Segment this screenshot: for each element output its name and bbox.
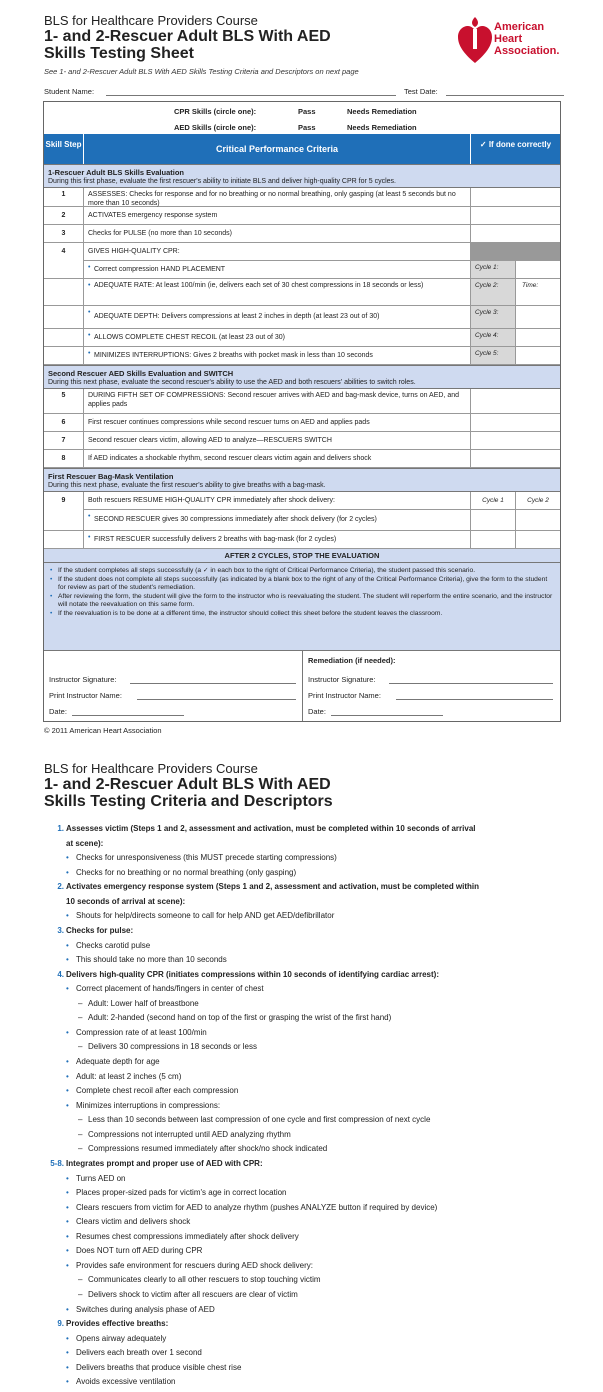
done-checkbox[interactable] [471, 432, 560, 449]
gray-cell [471, 243, 560, 260]
criteria-item: • Checks for no breathing or no normal breathing (only gasping) [44, 866, 584, 881]
test-date-field[interactable] [446, 95, 564, 96]
cpr-item-row [44, 347, 560, 365]
criteria-list [44, 822, 584, 1390]
criteria-item: • Adequate depth for age [44, 1055, 584, 1070]
criteria-heading [44, 880, 584, 895]
remediation-date-label: Date: [308, 707, 326, 716]
cpr-skills-row [44, 104, 560, 120]
logo-line1: American [494, 21, 545, 33]
copyright: © 2011 American Heart Association [44, 726, 162, 735]
cpr-remediation-option[interactable]: Needs Remediation [347, 107, 417, 116]
header-done: ✓ If done correctly [479, 140, 552, 149]
table-row [44, 492, 560, 510]
cycle-cell[interactable]: Cycle 5: [471, 347, 516, 364]
student-name-field[interactable] [106, 95, 396, 96]
cpr-item-text: • ALLOWS COMPLETE CHEST RECOIL (at least 23 out of 30) [84, 329, 471, 346]
note-item: • If the student does not complete all steps successfully (as indicated by a blank box to the right of any of the Critical Performance Criteria), give the form to the student for review as part of the student's remediation. [50, 576, 554, 592]
step-text: Both rescuers RESUME HIGH-QUALITY CPR immediately after shock delivery: [84, 492, 471, 509]
criteria-subitem: – Communicates clearly to all other rescuers to stop touching victim [44, 1273, 584, 1288]
done-checkbox[interactable] [471, 188, 560, 206]
criteria-course-name: BLS for Healthcare Providers Course [44, 761, 258, 776]
cycle2-checkbox[interactable] [516, 510, 560, 530]
done-checkbox[interactable] [471, 207, 560, 224]
date-field[interactable] [72, 715, 184, 716]
criteria-item: • Minimizes interruptions in compressions: [44, 1099, 584, 1114]
time-cell[interactable] [516, 347, 560, 364]
step-text: ACTIVATES emergency response system [84, 207, 471, 224]
header-note: See 1- and 2-Rescuer Adult BLS With AED Skills Testing Criteria and Descriptors on next page [44, 67, 359, 76]
criteria-item: • Checks carotid pulse [44, 939, 584, 954]
cpr-item-row [44, 329, 560, 347]
sheet-title-line2: Skills Testing Sheet [44, 45, 194, 62]
criteria-item: • Shouts for help/directs someone to call for help AND get AED/defibrillator [44, 909, 584, 924]
remediation-date-field[interactable] [331, 715, 443, 716]
print-name-field[interactable] [137, 699, 296, 700]
criteria-subitem: – Less than 10 seconds between last compression of one cycle and first compression of next cycle [44, 1113, 584, 1128]
step-text: First rescuer continues compressions while second rescuer turns on AED and applies pads [84, 414, 471, 431]
step-number: 5 [44, 389, 84, 413]
table-header [44, 134, 560, 164]
aed-skills-label: AED Skills (circle one): [174, 123, 257, 132]
done-checkbox[interactable] [471, 450, 560, 467]
header-criteria: Critical Performance Criteria [84, 134, 471, 164]
done-checkbox[interactable] [471, 225, 560, 242]
header-skill-step: Skill Step [44, 134, 84, 164]
time-cell[interactable] [516, 329, 560, 346]
done-checkbox[interactable] [471, 389, 560, 413]
stop-evaluation-banner: AFTER 2 CYCLES, STOP THE EVALUATION [44, 549, 560, 563]
aed-pass-option[interactable]: Pass [298, 123, 316, 132]
instructor-signature-label: Instructor Signature: [49, 675, 117, 684]
sheet-title-line1: 1- and 2-Rescuer Adult BLS With AED [44, 28, 331, 45]
criteria-continuation: 10 seconds of arrival at scene): [66, 896, 186, 906]
section-title: Second Rescuer AED Skills Evaluation and SWITCH [48, 369, 234, 378]
section-aed-switch [44, 365, 560, 389]
criteria-number: 5-8. [50, 1158, 64, 1168]
criteria-title-line1: 1- and 2-Rescuer Adult BLS With AED [44, 776, 331, 793]
step-text: Checks for PULSE (no more than 10 seconds) [84, 225, 471, 242]
note-item: • After reviewing the form, the student will give the form to the instructor who is reevaluating the student. The student will reperform the entire scenario, and the instructor will notate the reevaluation on this same form. [50, 593, 554, 609]
table-row [44, 450, 560, 468]
sheet-title [44, 28, 331, 62]
cycle2-checkbox[interactable] [516, 531, 560, 548]
table-row [44, 389, 560, 414]
table-row [44, 225, 560, 243]
criteria-item: • Switches during analysis phase of AED [44, 1303, 584, 1318]
criteria-number: 4. [57, 969, 64, 979]
cpr-pass-option[interactable]: Pass [298, 107, 316, 116]
criteria-number: 9. [57, 1319, 64, 1329]
section-title: First Rescuer Bag-Mask Ventilation [48, 472, 174, 481]
table-row [44, 188, 560, 207]
criteria-number: 2. [57, 882, 64, 892]
cycle1-checkbox[interactable] [471, 510, 516, 530]
step-text: DURING FIFTH SET OF COMPRESSIONS: Second rescuer arrives with AED and bag-mask device, turns on AED, and applies pads [84, 389, 471, 413]
section-1rescuer [44, 164, 560, 188]
remediation-print-name-field[interactable] [396, 699, 553, 700]
instructions-notes [44, 563, 560, 651]
step9-item-row [44, 531, 560, 549]
cycle2-header: Cycle 2 [527, 497, 549, 504]
skills-testing-sheet [43, 101, 561, 722]
time-cell[interactable] [516, 261, 560, 278]
logo-line2: Heart [494, 33, 523, 45]
cycle-cell[interactable]: Cycle 1: [471, 261, 516, 278]
cpr-item-row [44, 261, 560, 279]
criteria-heading [44, 822, 584, 837]
step9-item-text: • FIRST RESCUER successfully delivers 2 breaths with bag-mask (for 2 cycles) [84, 531, 471, 548]
step-number: 8 [44, 450, 84, 467]
criteria-subitem: – Adult: 2-handed (second hand on top of the first or grasping the wrist of the first hand) [44, 1011, 584, 1026]
cpr-skills-label: CPR Skills (circle one): [174, 107, 257, 116]
remediation-signature-field[interactable] [389, 683, 553, 684]
step-number: 7 [44, 432, 84, 449]
section-desc: During this next phase, evaluate the first rescuer's ability to give breaths with a bag-mask. [48, 482, 326, 489]
criteria-number: 1. [57, 824, 64, 833]
step-number: 3 [44, 225, 84, 242]
step-text: If AED indicates a shockable rhythm, second rescuer clears victim again and delivers shock [84, 450, 471, 467]
criteria-item: • Complete chest recoil after each compression [44, 1084, 584, 1099]
remediation-print-name-label: Print Instructor Name: [308, 691, 381, 700]
step-text: Second rescuer clears victim, allowing AED to analyze—RESCUERS SWITCH [84, 432, 471, 449]
criteria-item: • Resumes chest compressions immediately after shock delivery [44, 1230, 584, 1245]
step-number: 6 [44, 414, 84, 431]
section-title: 1-Rescuer Adult BLS Skills Evaluation [48, 168, 185, 177]
criteria-item: • Delivers each breath over 1 second [44, 1346, 584, 1361]
criteria-item: • This should take no more than 10 seconds [44, 953, 584, 968]
criteria-heading-text: Provides effective breaths: [66, 1319, 169, 1329]
cycle-cell[interactable]: Cycle 4: [471, 329, 516, 346]
section-desc: During this first phase, evaluate the first rescuer's ability to initiate BLS and deliver high-quality CPR for 5 cycles. [48, 178, 396, 185]
section-bag-mask [44, 468, 560, 492]
note-item: • If the reevaluation is to be done at a different time, the instructor should collect this sheet before the student leaves the classroom. [50, 610, 554, 618]
step9-item-row [44, 510, 560, 531]
criteria-item: • Turns AED on [44, 1172, 584, 1187]
criteria-item: • Does NOT turn off AED during CPR [44, 1244, 584, 1259]
cpr-item-text: • Correct compression HAND PLACEMENT [84, 261, 471, 278]
student-info-row [44, 86, 564, 98]
step-number: 9 [44, 492, 84, 549]
cycle-cell[interactable]: Cycle 3: [471, 306, 516, 328]
criteria-heading [44, 924, 584, 939]
criteria-subitem: – Compressions resumed immediately after shock/no shock indicated [44, 1142, 584, 1157]
step-number: 2 [44, 207, 84, 224]
cycle1-header: Cycle 1 [471, 492, 516, 509]
criteria-subitem: – Compressions not interrupted until AED analyzing rhythm [44, 1128, 584, 1143]
remediation-signoff [303, 651, 560, 721]
criteria-number: 3. [57, 925, 64, 935]
criteria-item: • Clears rescuers from victim for AED to analyze rhythm (pushes ANALYZE button if required by device) [44, 1201, 584, 1216]
cycle-cell[interactable]: Cycle 2: [471, 279, 516, 305]
instructor-signoff [44, 651, 303, 721]
criteria-heading [44, 1157, 584, 1172]
course-name: BLS for Healthcare Providers Course [44, 13, 258, 28]
criteria-subitem: – Delivers 30 compressions in 18 seconds or less [44, 1040, 584, 1055]
cpr-item-text: • MINIMIZES INTERRUPTIONS: Gives 2 breaths with pocket mask in less than 10 seconds [84, 347, 471, 364]
criteria-heading [44, 1317, 584, 1332]
logo-line3: Association. [494, 45, 560, 57]
print-name-label: Print Instructor Name: [49, 691, 122, 700]
student-name-label: Student Name: [44, 87, 95, 96]
cpr-item-text: • ADEQUATE RATE: At least 100/min (ie, delivers each set of 30 chest compressions in 18 seconds or less) [84, 279, 471, 305]
criteria-subitem: – Delivers shock to victim after all rescuers are clear of victim [44, 1288, 584, 1303]
criteria-heading-text: Integrates prompt and proper use of AED with CPR: [66, 1158, 263, 1168]
criteria-heading-text: Assesses victim (Steps 1 and 2, assessment and activation, must be completed within 10 seconds of arrival [66, 824, 476, 833]
criteria-item: • Compression rate of at least 100/min [44, 1026, 584, 1041]
cpr-item-row [44, 279, 560, 306]
criteria-title-line2: Skills Testing Criteria and Descriptors [44, 793, 333, 810]
table-row [44, 432, 560, 450]
time-cell[interactable]: Time: [522, 282, 539, 289]
table-row [44, 414, 560, 432]
table-row [44, 243, 560, 261]
criteria-continuation: at scene): [66, 838, 104, 848]
criteria-item: • Provides safe environment for rescuers during AED shock delivery: [44, 1259, 584, 1274]
cpr-item-text: • ADEQUATE DEPTH: Delivers compressions at least 2 inches in depth (at least 23 out of 30) [84, 306, 471, 328]
criteria-item: • Opens airway adequately [44, 1332, 584, 1347]
table-row [44, 207, 560, 225]
criteria-item: • Avoids excessive ventilation [44, 1375, 584, 1390]
criteria-title [44, 776, 333, 810]
test-date-label: Test Date: [404, 87, 438, 96]
step9-item-text: • SECOND RESCUER gives 30 compressions immediately after shock delivery (for 2 cycles) [84, 510, 471, 530]
aha-logo [457, 15, 577, 65]
sheet-header [44, 13, 564, 83]
cpr-item-row [44, 306, 560, 329]
remediation-signature-label: Instructor Signature: [308, 675, 376, 684]
done-checkbox[interactable] [471, 414, 560, 431]
remediation-label: Remediation (if needed): [308, 656, 396, 665]
time-cell[interactable] [516, 306, 560, 328]
step-number: 1 [44, 188, 84, 206]
step-number: 4 [44, 243, 84, 365]
criteria-item: • Clears victim and delivers shock [44, 1215, 584, 1230]
step-text: GIVES HIGH-QUALITY CPR: [84, 243, 471, 260]
criteria-item: • Correct placement of hands/fingers in center of chest [44, 982, 584, 997]
criteria-heading-text: Checks for pulse: [66, 925, 134, 935]
date-label: Date: [49, 707, 67, 716]
criteria-heading [44, 968, 584, 983]
heart-torch-icon [457, 15, 493, 65]
criteria-heading-text: Delivers high-quality CPR (initiates compressions within 10 seconds of identifying cardiac arrest): [66, 969, 439, 979]
cycle1-checkbox[interactable] [471, 531, 516, 548]
logo-text [494, 21, 559, 57]
criteria-heading-text: Activates emergency response system (Steps 1 and 2, assessment and activation, must be completed within [66, 882, 480, 892]
criteria-item: • Delivers breaths that produce visible chest rise [44, 1361, 584, 1376]
note-item: • If the student completes all steps successfully (a ✓ in each box to the right of Critical Performance Criteria), the student passed this scenario. [50, 567, 554, 575]
criteria-subitem: – Adult: Lower half of breastbone [44, 997, 584, 1012]
criteria-item: • Checks for unresponsiveness (this MUST precede starting compressions) [44, 851, 584, 866]
section-desc: During this next phase, evaluate the second rescuer's ability to use the AED and both rescuers' abilities to switch roles. [48, 379, 416, 386]
aed-remediation-option[interactable]: Needs Remediation [347, 123, 417, 132]
criteria-item: • Places proper-sized pads for victim's age in correct location [44, 1186, 584, 1201]
instructor-signature-field[interactable] [130, 683, 296, 684]
criteria-item: • Adult: at least 2 inches (5 cm) [44, 1070, 584, 1085]
step-text: ASSESSES: Checks for response and for no breathing or no normal breathing, only gasping (at least 5 seconds but no more than 10 seconds) [84, 188, 471, 206]
